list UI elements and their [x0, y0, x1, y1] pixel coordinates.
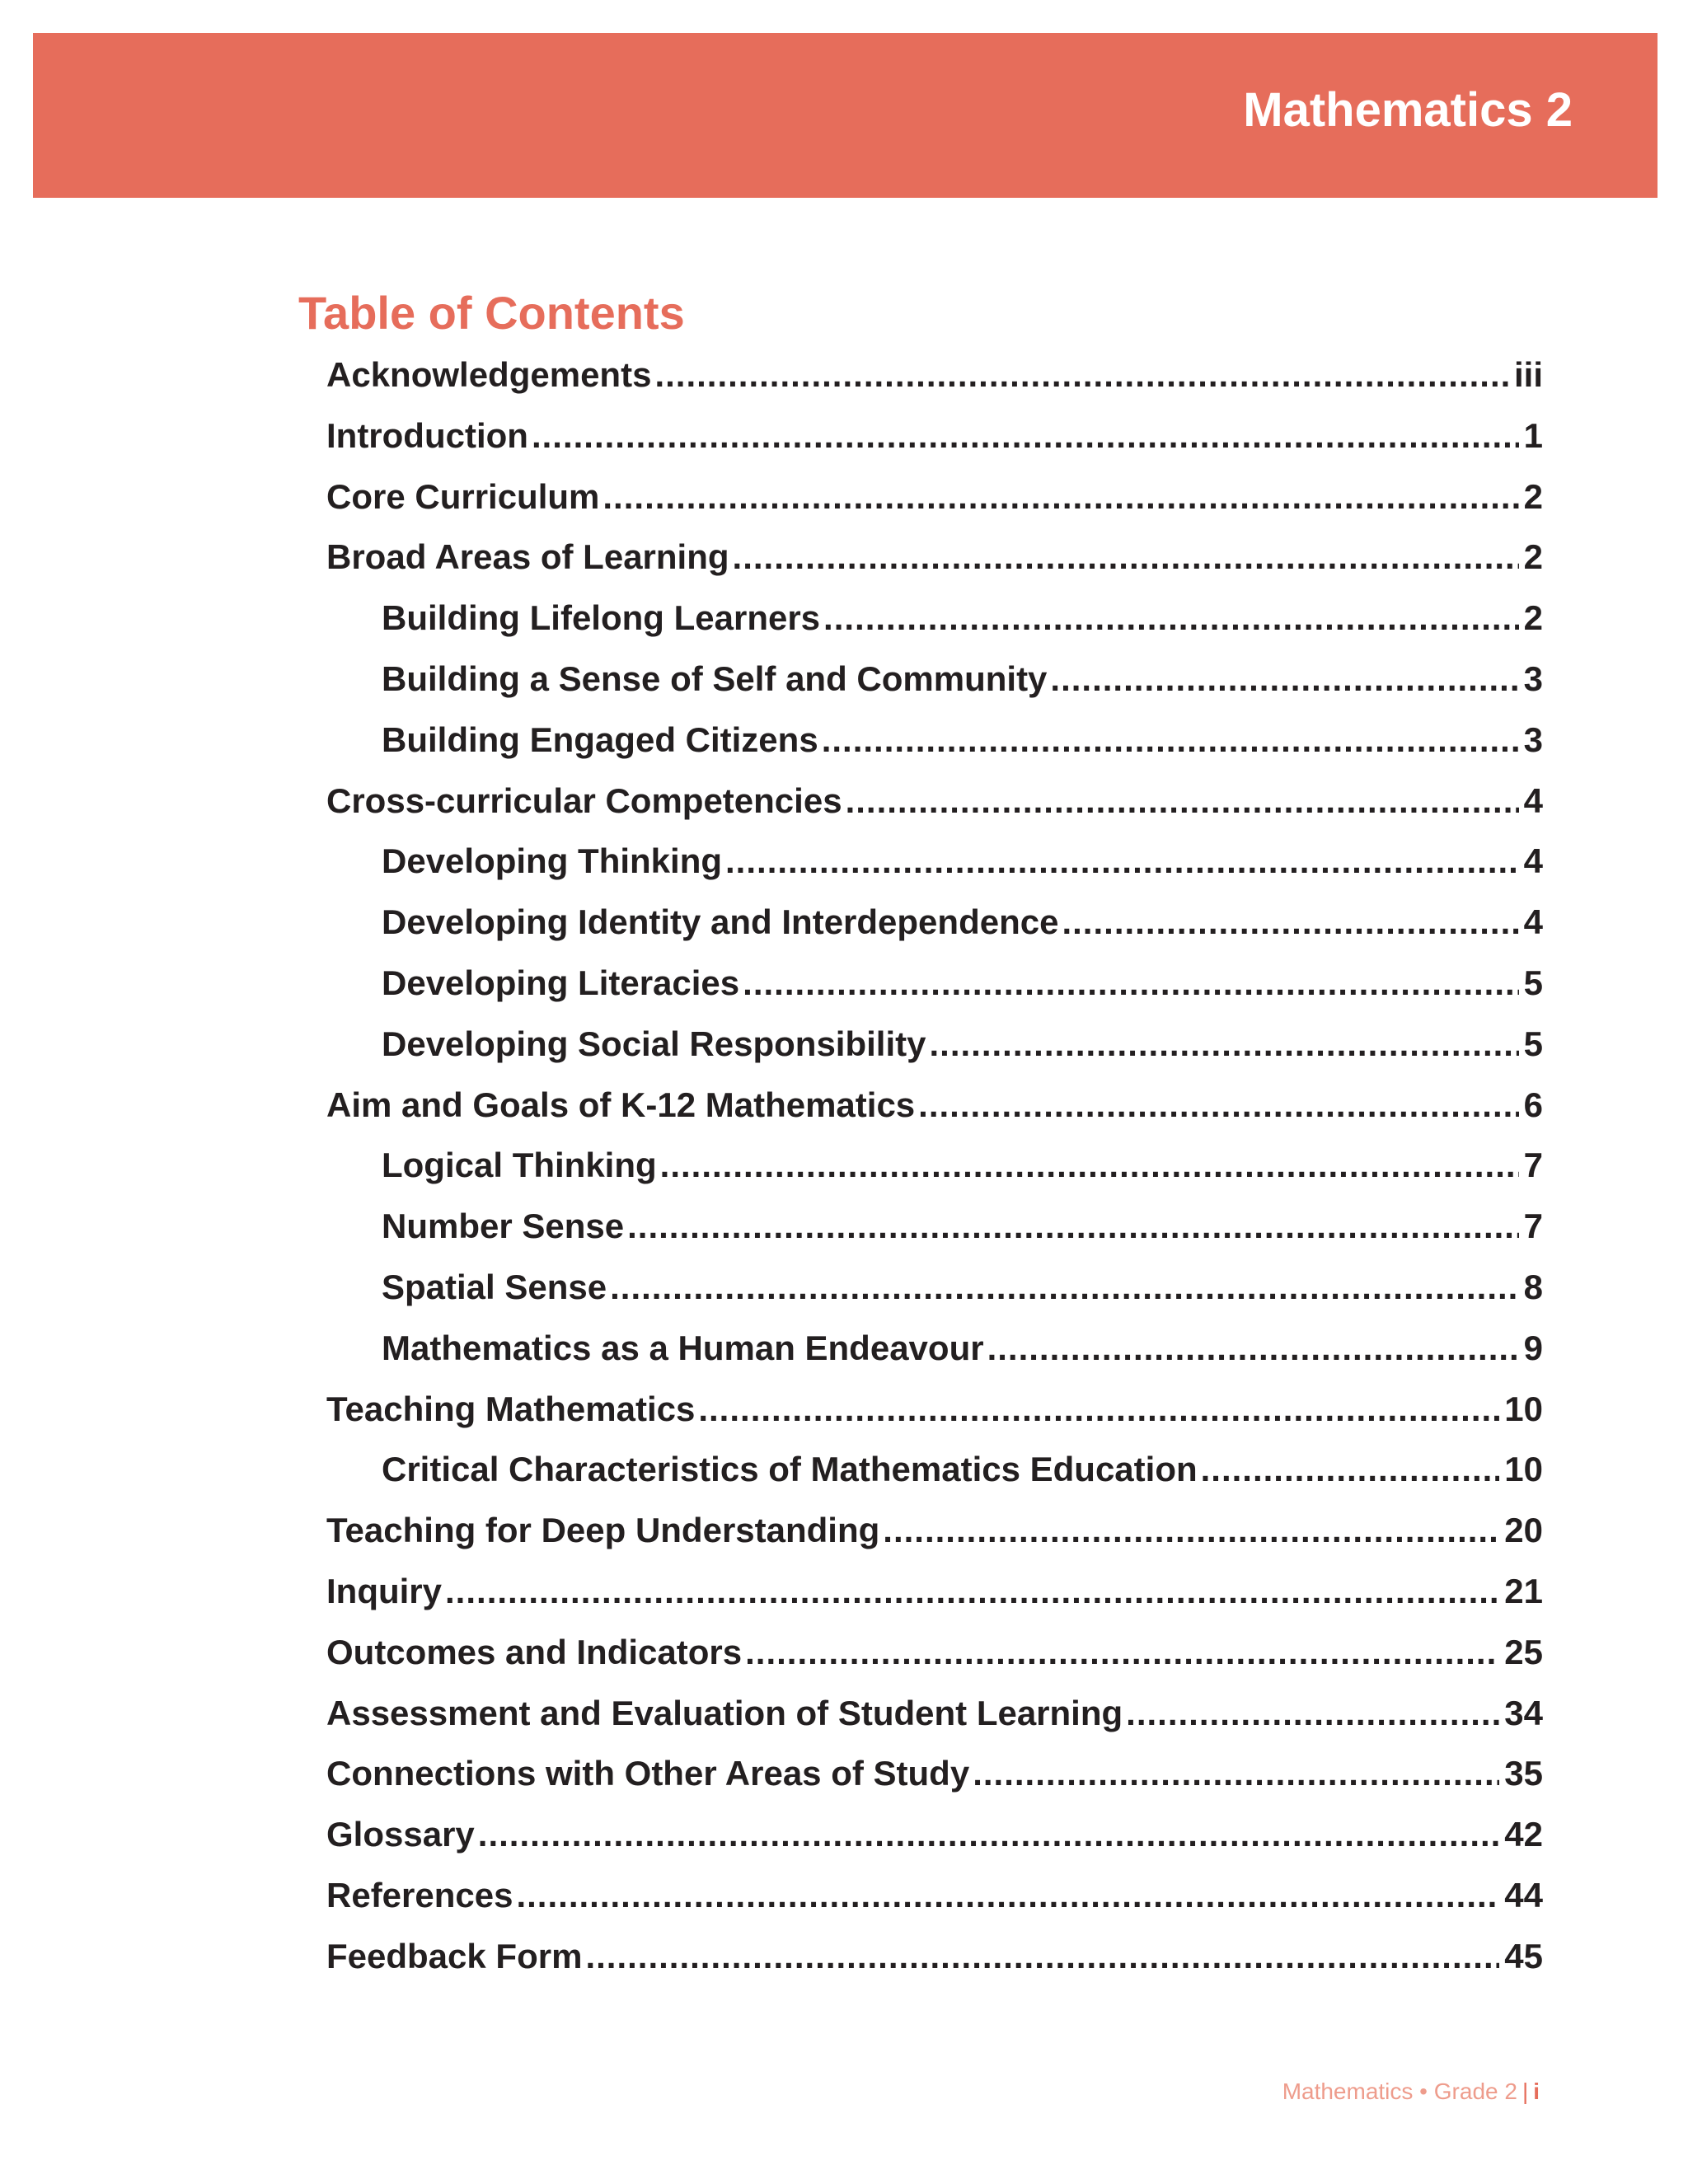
toc-entry-label: Building a Sense of Self and Community — [382, 658, 1048, 698]
dot-leader — [743, 963, 1518, 1003]
toc-entry-label: Teaching for Deep Understanding — [326, 1511, 880, 1550]
dot-leader — [1062, 902, 1518, 942]
dot-leader — [883, 1511, 1499, 1550]
dot-leader — [987, 1329, 1519, 1368]
toc-entry-page: 7 — [1523, 1146, 1543, 1185]
toc-entry-label: Critical Characteristics of Mathematics Education — [382, 1450, 1198, 1489]
dot-leader — [846, 781, 1519, 821]
toc-entry-page: 1 — [1523, 415, 1543, 455]
toc-entry-page: 20 — [1504, 1511, 1543, 1550]
toc-entry[interactable] — [326, 1572, 1543, 1633]
toc-entry[interactable] — [326, 1024, 1543, 1085]
page-footer — [1282, 2079, 1540, 2105]
dot-leader — [1201, 1450, 1500, 1489]
toc-entry[interactable] — [326, 1815, 1543, 1876]
dot-leader — [745, 1633, 1499, 1672]
toc-entry-page: 35 — [1504, 1754, 1543, 1793]
toc-entry-label: Developing Social Responsibility — [382, 1024, 926, 1063]
toc-entry[interactable] — [326, 477, 1543, 538]
dot-leader — [973, 1754, 1499, 1793]
footer-page-number: i — [1533, 2079, 1540, 2104]
toc-entry-label: Logical Thinking — [382, 1146, 657, 1185]
toc-entry-page: 7 — [1523, 1207, 1543, 1246]
toc-entry-page: 2 — [1523, 537, 1543, 577]
toc-entry-page: 42 — [1504, 1815, 1543, 1854]
toc-entry-page: 5 — [1523, 963, 1543, 1002]
dot-leader — [478, 1815, 1500, 1854]
toc-entry-label: Developing Thinking — [382, 841, 723, 881]
toc-entry[interactable] — [326, 841, 1543, 902]
toc-entry-page: 4 — [1523, 902, 1543, 942]
toc-entry[interactable] — [326, 1754, 1543, 1815]
toc-entry-page: 2 — [1523, 598, 1543, 638]
toc-entry[interactable] — [326, 355, 1543, 416]
toc-entry[interactable] — [326, 598, 1543, 659]
toc-list — [326, 355, 1543, 1998]
toc-entry[interactable] — [326, 1329, 1543, 1390]
toc-entry[interactable] — [326, 659, 1543, 720]
toc-entry-label: Connections with Other Areas of Study — [326, 1754, 970, 1793]
toc-entry-page: 9 — [1523, 1328, 1543, 1367]
toc-entry[interactable] — [326, 1146, 1543, 1207]
toc-entry-page: 45 — [1504, 1936, 1543, 1975]
toc-entry[interactable] — [326, 1511, 1543, 1572]
dot-leader — [654, 355, 1509, 395]
toc-entry-page: 3 — [1523, 658, 1543, 698]
toc-entry[interactable] — [326, 902, 1543, 963]
dot-leader — [445, 1572, 1499, 1611]
toc-entry-label: Mathematics as a Human Endeavour — [382, 1328, 984, 1367]
dot-leader — [733, 537, 1519, 577]
toc-entry[interactable] — [326, 1633, 1543, 1694]
toc-entry[interactable] — [326, 1390, 1543, 1451]
dot-leader — [698, 1390, 1499, 1429]
toc-entry-page: 10 — [1504, 1450, 1543, 1489]
toc-entry[interactable] — [326, 1937, 1543, 1998]
toc-entry-label: Building Lifelong Learners — [382, 598, 821, 638]
dot-leader — [516, 1876, 1499, 1915]
toc-entry-page: 2 — [1523, 476, 1543, 516]
toc-entry[interactable] — [326, 1450, 1543, 1511]
toc-entry-page: 4 — [1523, 780, 1543, 820]
footer-separator: | — [1522, 2079, 1529, 2104]
toc-entry[interactable] — [326, 1268, 1543, 1329]
toc-entry-label: Broad Areas of Learning — [326, 537, 729, 577]
toc-entry-page: 5 — [1523, 1024, 1543, 1063]
toc-entry[interactable] — [326, 416, 1543, 477]
dot-leader — [929, 1024, 1518, 1064]
toc-entry-page: 44 — [1504, 1875, 1543, 1915]
toc-entry-label: Glossary — [326, 1815, 475, 1854]
toc-entry[interactable] — [326, 720, 1543, 781]
toc-entry-label: Acknowledgements — [326, 355, 652, 394]
toc-entry-label: Number Sense — [382, 1207, 625, 1246]
toc-entry[interactable] — [326, 1085, 1543, 1146]
toc-entry-label: Cross-curricular Competencies — [326, 780, 842, 820]
toc-entry-page: 4 — [1523, 841, 1543, 881]
toc-entry[interactable] — [326, 781, 1543, 842]
dot-leader — [603, 477, 1518, 517]
toc-entry-page: 34 — [1504, 1693, 1543, 1732]
dot-leader — [532, 416, 1519, 456]
toc-entry-label: Feedback Form — [326, 1936, 583, 1975]
dot-leader — [1126, 1694, 1499, 1733]
toc-entry[interactable] — [326, 537, 1543, 598]
toc-entry-label: References — [326, 1875, 513, 1915]
dot-leader — [918, 1085, 1518, 1125]
toc-entry-label: Assessment and Evaluation of Student Learning — [326, 1693, 1123, 1732]
toc-entry-label: Core Curriculum — [326, 476, 600, 516]
toc-entry-label: Aim and Goals of K-12 Mathematics — [326, 1085, 916, 1124]
dot-leader — [823, 598, 1519, 638]
toc-entry-label: Spatial Sense — [382, 1267, 607, 1306]
dot-leader — [627, 1207, 1519, 1246]
document-title: Mathematics 2 — [1243, 83, 1573, 137]
toc-entry-page: iii — [1513, 355, 1543, 394]
toc-entry-label: Developing Literacies — [382, 963, 740, 1002]
toc-entry[interactable] — [326, 963, 1543, 1024]
footer-text: Mathematics • Grade 2 — [1282, 2079, 1517, 2104]
toc-entry[interactable] — [326, 1207, 1543, 1268]
toc-entry[interactable] — [326, 1876, 1543, 1937]
toc-heading: Table of Contents — [298, 287, 685, 339]
toc-entry-page: 21 — [1504, 1571, 1543, 1610]
toc-entry-label: Outcomes and Indicators — [326, 1632, 743, 1671]
toc-entry-page: 3 — [1523, 719, 1543, 759]
dot-leader — [1050, 659, 1518, 699]
dot-leader — [585, 1937, 1499, 1976]
toc-entry-label: Introduction — [326, 415, 528, 455]
dot-leader — [822, 720, 1519, 760]
toc-entry-page: 6 — [1523, 1085, 1543, 1124]
dot-leader — [725, 841, 1519, 881]
toc-entry-page: 10 — [1504, 1389, 1543, 1428]
toc-entry-page: 8 — [1523, 1267, 1543, 1306]
toc-entry-label: Inquiry — [326, 1571, 443, 1610]
dot-leader — [610, 1268, 1519, 1307]
dot-leader — [660, 1146, 1519, 1185]
toc-entry-page: 25 — [1504, 1632, 1543, 1671]
toc-entry[interactable] — [326, 1694, 1543, 1755]
toc-entry-label: Building Engaged Citizens — [382, 719, 818, 759]
toc-entry-label: Developing Identity and Interdependence — [382, 902, 1059, 942]
toc-entry-label: Teaching Mathematics — [326, 1389, 696, 1428]
